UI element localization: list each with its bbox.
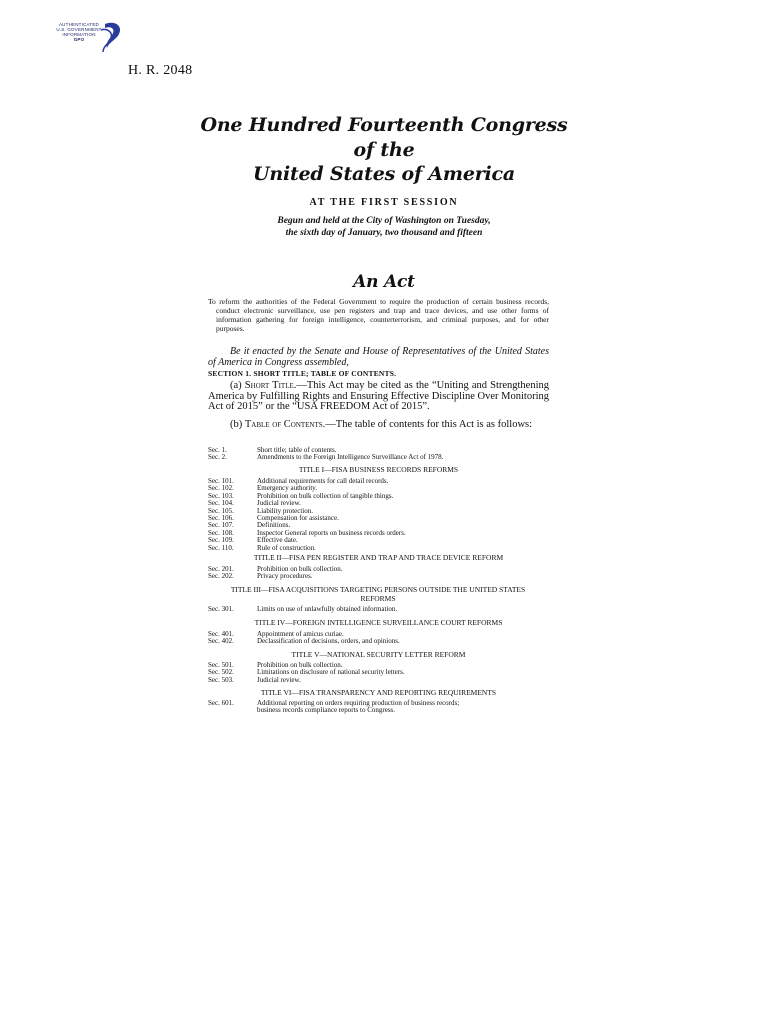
toc-title-heading: TITLE V—NATIONAL SECURITY LETTER REFORM — [291, 650, 466, 659]
toc-row — [208, 454, 549, 461]
toc-sec-text: Prohibition on bulk collection of tangible things. — [257, 491, 394, 500]
toc-sec-text: Declassification of decisions, orders, and opinions. — [257, 637, 400, 646]
toc-sec-text: Judicial review. — [257, 499, 301, 508]
toc-sec-number: Sec. 105. — [208, 506, 234, 515]
toc-sec-number: Sec. 104. — [208, 499, 234, 508]
para-label: (b) — [230, 419, 245, 430]
toc-sec-continuation: business records compliance reports to Congress. — [257, 706, 396, 715]
toc-row — [208, 606, 549, 613]
toc-sec-text: Prohibition on bulk collection. — [257, 661, 343, 669]
toc-sec-number: Sec. 103. — [208, 491, 234, 500]
toc-sec-number: Sec. 101. — [208, 477, 234, 485]
toc-sec-text: Privacy procedures. — [257, 572, 313, 581]
toc-sec-text: Limits on use of unlawfully obtained information. — [257, 605, 398, 613]
toc-row — [208, 638, 549, 645]
begun-line: Begun and held at the City of Washington on Tuesday, — [277, 216, 491, 226]
toc-sec-number: Sec. 2. — [208, 453, 227, 462]
toc-sec-text: Additional requirements for call detail records. — [257, 477, 389, 485]
seal-line: AUTHENTICATED — [58, 22, 100, 27]
toc-sec-number: Sec. 402. — [208, 637, 234, 646]
toc-sec-number: Sec. 401. — [208, 630, 234, 638]
toc-sec-number: Sec. 501. — [208, 661, 234, 669]
congress-title-line: One Hundred Fourteenth Congress — [200, 114, 568, 136]
congress-title-line: United States of America — [252, 163, 516, 185]
toc-title-sections — [208, 662, 549, 684]
seal-line: GPO — [73, 37, 85, 42]
toc-sec-number: Sec. 503. — [208, 675, 234, 684]
seal-line: U.S. GOVERNMENT — [56, 27, 102, 32]
session-heading: AT THE FIRST SESSION — [309, 197, 459, 208]
toc-title-heading: TITLE II—FISA PEN REGISTER AND TRAP AND TRACE DEVICE REFORM — [253, 553, 504, 562]
toc-sec-text: Definitions. — [257, 521, 291, 530]
para-caption: Table of Contents — [244, 419, 323, 430]
purpose-statement: To reform the authorities of the Federal Government to require the production of certain business records, conduct electronic surveillance, use pen registers and trap and trace devices, and use other forms of information gathering for foreign intelligence, counterterrorism, and criminal purposes, and for other purposes. — [208, 297, 549, 333]
toc-title-heading: TITLE IV—FOREIGN INTELLIGENCE SURVEILLANCE COURT REFORMS — [254, 618, 503, 627]
toc-row — [208, 677, 549, 684]
act-heading: An Act — [353, 272, 415, 292]
toc-sec-number: Sec. 301. — [208, 605, 234, 613]
toc-sec-number: Sec. 110. — [208, 543, 234, 552]
toc-title-heading: TITLE I—FISA BUSINESS RECORDS REFORMS — [298, 465, 459, 474]
para-text: .—The table of contents for this Act is as follows: — [322, 419, 533, 430]
toc-sec-text: Appointment of amicus curiae. — [257, 630, 344, 638]
section-1-heading: SECTION 1. SHORT TITLE; TABLE OF CONTENTS. — [208, 369, 397, 378]
toc-sec-text: Liability protection. — [257, 506, 313, 515]
gpo-authentication-seal — [55, 18, 127, 54]
toc-sec-number: Sec. 201. — [208, 565, 234, 573]
toc-title-heading: TITLE III—FISA ACQUISITIONS TARGETING PERSONS OUTSIDE THE UNITED STATES REFORMS — [230, 585, 526, 603]
toc-title-sections — [208, 700, 549, 715]
table-of-contents-paragraph — [208, 420, 549, 431]
seal-line: INFORMATION — [62, 32, 96, 37]
toc-sec-text: Short title; table of contents. — [257, 446, 337, 454]
toc-sec-number: Sec. 601. — [208, 699, 234, 707]
toc-title-sections — [208, 478, 549, 552]
toc-sec-text: Prohibition on bulk collection. — [257, 565, 343, 573]
bill-number: H. R. 2048 — [128, 63, 193, 78]
short-title-paragraph — [208, 381, 549, 413]
toc-title-sections — [208, 631, 549, 646]
toc-sec-text: Amendments to the Foreign Intelligence Surveillance Act of 1978. — [257, 453, 444, 462]
toc-title-sections — [208, 566, 549, 581]
toc-sec-text: Emergency authority. — [257, 484, 318, 493]
toc-intro — [208, 447, 549, 462]
toc-sec-number: Sec. 1. — [208, 446, 227, 454]
para-label: (a) — [230, 380, 245, 391]
para-text: .—This Act may be cited as the “Uniting and Strengthening America by Fulfilling Rights and Ensuring Effective Discipline Over Monitoring Act of 2015” or the “USA FREEDOM Act of 2015”. — [208, 380, 550, 412]
toc-sec-text: Inspector General reports on business records orders. — [257, 528, 406, 537]
toc-sec-number: Sec. 502. — [208, 668, 234, 677]
toc-title-sections — [208, 606, 549, 613]
toc-sec-number: Sec. 106. — [208, 514, 234, 523]
toc-sec-text: Limitations on disclosure of national security letters. — [257, 668, 405, 677]
toc-sec-number: Sec. 102. — [208, 484, 234, 493]
toc-sec-number: Sec. 107. — [208, 521, 234, 530]
toc-sec-text: Additional reporting on orders requiring production of business records; — [257, 699, 460, 707]
toc-title-heading: TITLE VI—FISA TRANSPARENCY AND REPORTING REQUIREMENTS — [260, 688, 497, 697]
toc-sec-number: Sec. 108. — [208, 528, 234, 537]
congress-title-line: of the — [353, 139, 415, 161]
enacting-clause: Be it enacted by the Senate and House of Representatives of the United States of America in Congress assembled, — [208, 346, 549, 368]
begun-line: the sixth day of January, two thousand and fifteen — [285, 228, 483, 238]
toc-sec-text: Rule of construction. — [257, 543, 316, 552]
toc-sec-number: Sec. 202. — [208, 572, 234, 581]
toc-sec-text: Judicial review. — [257, 675, 301, 684]
toc-sec-text: Effective date. — [257, 536, 298, 545]
toc-sec-number: Sec. 109. — [208, 536, 234, 545]
para-caption: Short Title — [244, 380, 294, 391]
toc-row — [208, 545, 549, 552]
toc-sec-text: Compensation for assistance. — [257, 514, 339, 523]
toc-row — [208, 573, 549, 580]
toc-row — [208, 707, 549, 714]
